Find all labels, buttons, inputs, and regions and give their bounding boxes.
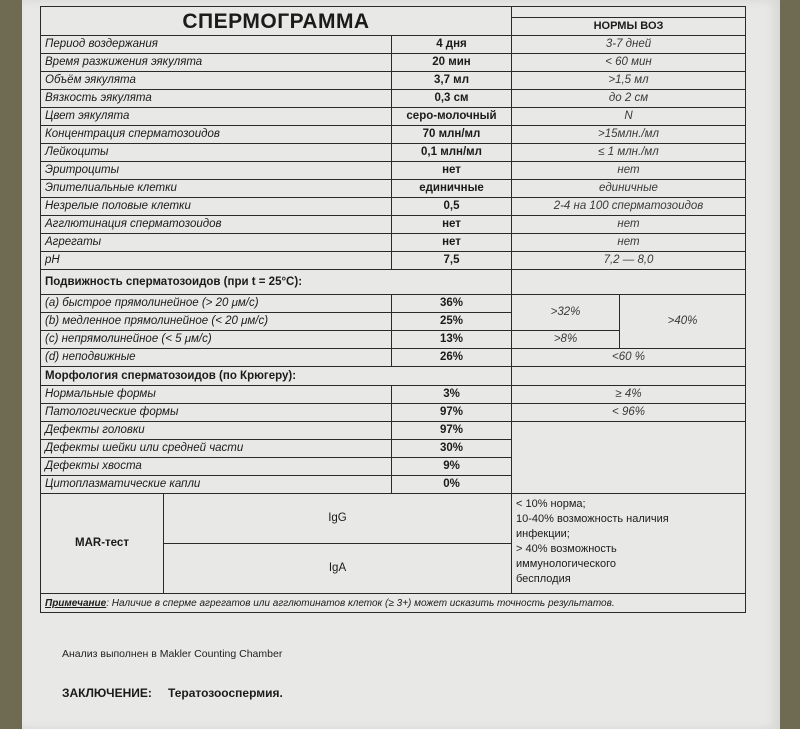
table-row: Вязкость эякулята 0,3 см до 2 см	[41, 90, 746, 108]
table-row: Эпителиальные клетки единичные единичные	[41, 180, 746, 198]
table-row: Дефекты головки 97%	[41, 422, 746, 440]
note-row	[41, 594, 746, 613]
motility-header-row: Подвижность сперматозоидов (при t = 25°C):	[41, 270, 746, 295]
spermogram-table	[40, 6, 746, 613]
table-row: Дефекты шейки или средней части 30%	[41, 440, 746, 458]
table-row: Дефекты хвоста 9%	[41, 458, 746, 476]
table-row: (а) быстрое прямолинейное (> 20 μм/с) 36% >32% >40%	[41, 295, 746, 313]
table-row: Агрегаты нет нет	[41, 234, 746, 252]
analysis-line: Анализ выполнен в Makler Counting Chamber	[62, 648, 283, 660]
table-row: Эритроциты нет нет	[41, 162, 746, 180]
table-row: Агглютинация сперматозоидов нет нет	[41, 216, 746, 234]
table-row: Время разжижения эякулята 20 мин < 60 мин	[41, 54, 746, 72]
conclusion-value: Тератозооспермия.	[168, 686, 283, 700]
morphology-header-row: Морфология сперматозоидов (по Крюгеру):	[41, 367, 746, 386]
iga-label: IgA	[164, 544, 512, 594]
table-row: Нормальные формы 3% ≥ 4%	[41, 386, 746, 404]
mar-norms: < 10% норма; 10-40% возможность наличия инфекции; > 40% возможность иммунологического бесплодия	[512, 494, 746, 594]
norms-header: НОРМЫ ВОЗ	[512, 18, 746, 36]
mar-row-igg	[41, 494, 746, 544]
table-row: Цитоплазматические капли 0%	[41, 476, 746, 494]
table-row: (с) непрямолинейное (< 5 μм/с) 13% >8%	[41, 331, 746, 349]
table-row: (d) неподвижные 26% <60 %	[41, 349, 746, 367]
table-row: pH 7,5 7,2 — 8,0	[41, 252, 746, 270]
page-title: СПЕРМОГРАММА	[41, 7, 512, 36]
conclusion-label: ЗАКЛЮЧЕНИЕ:	[62, 686, 152, 700]
table-row: Лейкоциты 0,1 млн/мл ≤ 1 млн./мл	[41, 144, 746, 162]
note: Примечание: Наличие в сперме агрегатов или агглютинатов клеток (≥ 3+) может исказить точность результатов.	[41, 594, 746, 613]
table-row: Незрелые половые клетки 0,5 2-4 на 100 сперматозоидов	[41, 198, 746, 216]
table-row: Патологические формы 97% < 96%	[41, 404, 746, 422]
table-row: (b) медленное прямолинейное (< 20 μм/с) 25%	[41, 313, 746, 331]
table-row: Концентрация сперматозоидов 70 млн/мл >15млн./мл	[41, 126, 746, 144]
table-row: Цвет эякулята серо-молочный N	[41, 108, 746, 126]
table-row: Объём эякулята 3,7 мл >1,5 мл	[41, 72, 746, 90]
table-row: Период воздержания 4 дня 3-7 дней	[41, 36, 746, 54]
mar-test-label: MAR-тест	[41, 494, 164, 594]
igg-label: IgG	[164, 494, 512, 544]
